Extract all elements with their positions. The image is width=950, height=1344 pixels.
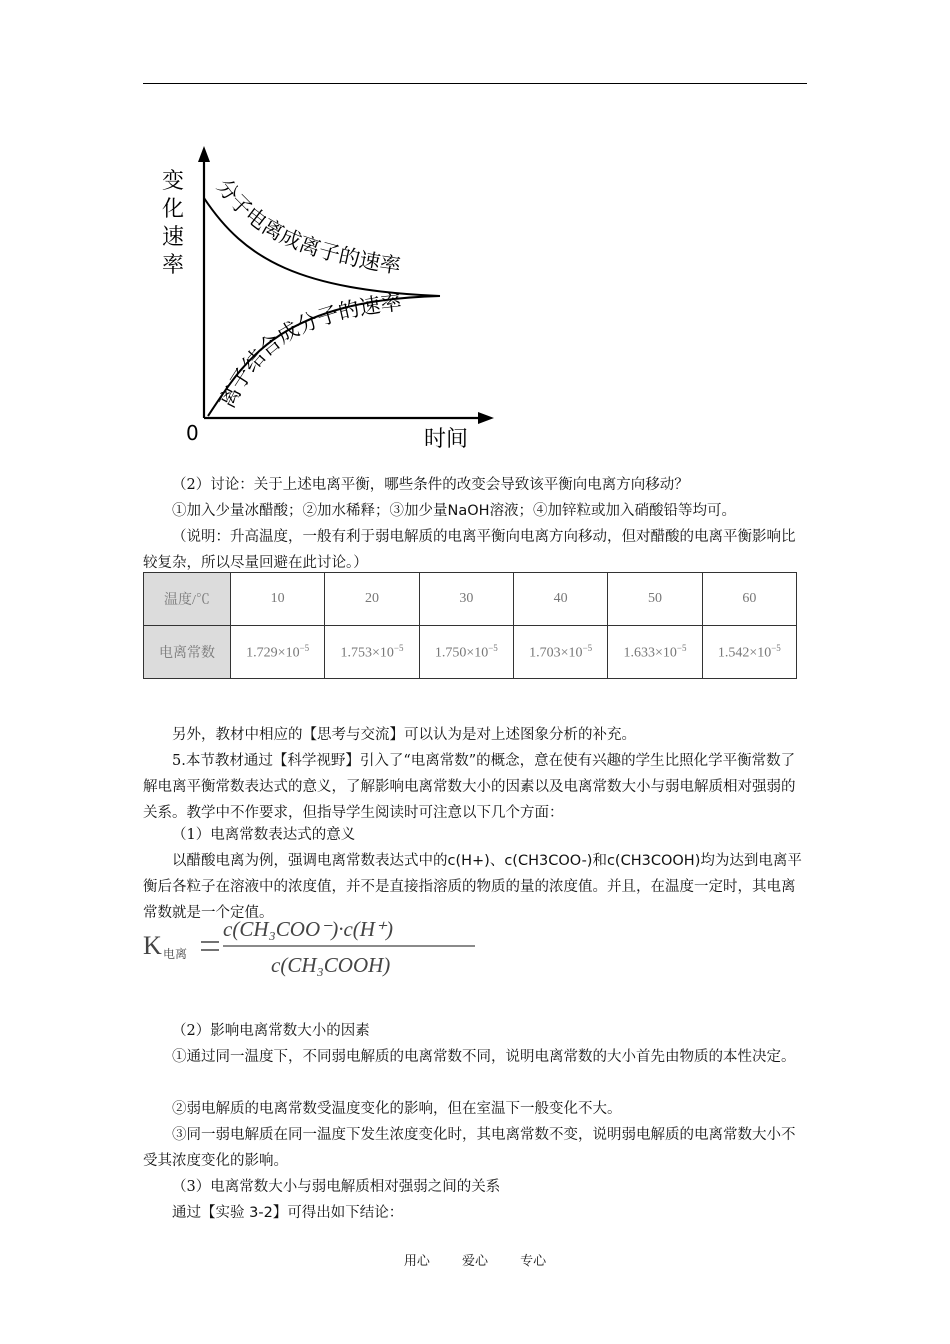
table-cell: 30 bbox=[419, 573, 513, 626]
paragraph-supplement: 另外，教材中相应的【思考与交流】可以认为是对上述图象分析的补充。 bbox=[172, 727, 636, 743]
series-label-ionization: 分子电离成离子的速率 bbox=[211, 174, 403, 279]
factor-1: ①通过同一温度下，不同弱电解质的电离常数不同，说明电离常数的大小首先由物质的本性决定。 bbox=[172, 1049, 796, 1065]
table-cell: 20 bbox=[325, 573, 419, 626]
table-cell: 50 bbox=[608, 573, 702, 626]
discussion-answer: ①加入少量冰醋酸；②加水稀释；③加少量NaOH溶液；④加锌粒或加入硝酸铅等均可。 bbox=[172, 503, 737, 519]
formula-numerator: c(CH₃COO⁻)·c(H⁺) bbox=[223, 917, 394, 941]
table-cell: $1.542\times 10^{-5}$ bbox=[702, 626, 796, 679]
table-cell: $1.703\times 10^{-5}$ bbox=[513, 626, 607, 679]
table-cell: $1.753\times 10^{-5}$ bbox=[325, 626, 419, 679]
paragraph-conclusion: 通过【实验 3-2】可得出如下结论： bbox=[172, 1205, 404, 1221]
factor-2: ②弱电解质的电离常数受温度变化的影响，但在室温下一般变化不大。 bbox=[172, 1101, 622, 1117]
heading-2: （2）影响电离常数大小的因素 bbox=[172, 1023, 370, 1039]
y-axis-label-char: 变 bbox=[162, 169, 185, 194]
ionization-constant-table bbox=[143, 572, 797, 679]
table-cell: 60 bbox=[702, 573, 796, 626]
footer-item: 专心 bbox=[520, 1254, 547, 1269]
formula-denominator: c(CH₃COOH) bbox=[271, 953, 391, 977]
table-header-cell: 温度/℃ bbox=[144, 573, 231, 626]
x-axis-arrow bbox=[478, 412, 494, 424]
discussion-note: （说明：升高温度，一般有利于弱电解质的电离平衡向电离方向移动，但对醋酸的电离平衡影响比较复杂，所以尽量回避在此讨论。） bbox=[143, 529, 796, 571]
table-cell: $1.750\times 10^{-5}$ bbox=[419, 626, 513, 679]
footer-item: 用心 bbox=[403, 1254, 430, 1269]
table-cell: 40 bbox=[513, 573, 607, 626]
y-axis-label bbox=[162, 169, 184, 278]
ionization-constant-formula bbox=[143, 912, 483, 980]
table-header-cell: 电离常数 bbox=[144, 626, 231, 679]
discussion-question: （2）讨论：关于上述电离平衡，哪些条件的改变会导致该平衡向电离方向移动？ bbox=[172, 477, 689, 493]
table-row bbox=[144, 573, 797, 626]
ionization-rate-chart bbox=[150, 140, 500, 460]
table-cell: 10 bbox=[231, 573, 325, 626]
heading-3: （3）电离常数大小与弱电解质相对强弱之间的关系 bbox=[172, 1179, 501, 1195]
y-axis-label-char: 速 bbox=[162, 225, 185, 250]
table-cell: $1.729\times 10^{-5}$ bbox=[231, 626, 325, 679]
header-rule bbox=[143, 83, 807, 84]
heading-1: （1）电离常数表达式的意义 bbox=[172, 827, 356, 843]
footer-item: 爱心 bbox=[461, 1254, 488, 1269]
y-axis-label-char: 率 bbox=[162, 253, 185, 278]
factor-3: ③同一弱电解质在同一温度下发生浓度变化时，其电离常数不变，说明弱电解质的电离常数大小不受其浓度变化的影响。 bbox=[143, 1127, 796, 1169]
y-axis-arrow bbox=[198, 146, 210, 162]
y-axis-label-char: 化 bbox=[162, 197, 185, 222]
table-cell: $1.633\times 10^{-5}$ bbox=[608, 626, 702, 679]
formula-k: K bbox=[143, 931, 162, 960]
origin-label: 0 bbox=[186, 421, 199, 445]
page-footer bbox=[0, 1250, 950, 1269]
formula-k-subscript: 电离 bbox=[163, 947, 188, 961]
series-label-recombination: 离子结合成分子的速率 bbox=[214, 290, 403, 413]
paragraph-5: 5.本节教材通过【科学视野】引入了“电离常数”的概念，意在使有兴趣的学生比照化学平衡常数了解电离平衡常数表达式的意义，了解影响电离常数大小的因素以及电离常数大小与弱电解质相对强弱的关系。教学中不作要求，但指导学生阅读时可注意以下几个方面： bbox=[143, 753, 796, 821]
table-row bbox=[144, 626, 797, 679]
x-axis-label: 时间 bbox=[424, 427, 469, 452]
paragraph-meaning: 以醋酸电离为例，强调电离常数表达式中的c(H+)、c(CH3COO-)和c(CH3COOH)均为达到电离平衡后各粒子在溶液中的浓度值，并不是直接指溶质的物质的量的浓度值。并且，在温度一定时，其电离常数就是一个定值。 bbox=[143, 853, 802, 921]
